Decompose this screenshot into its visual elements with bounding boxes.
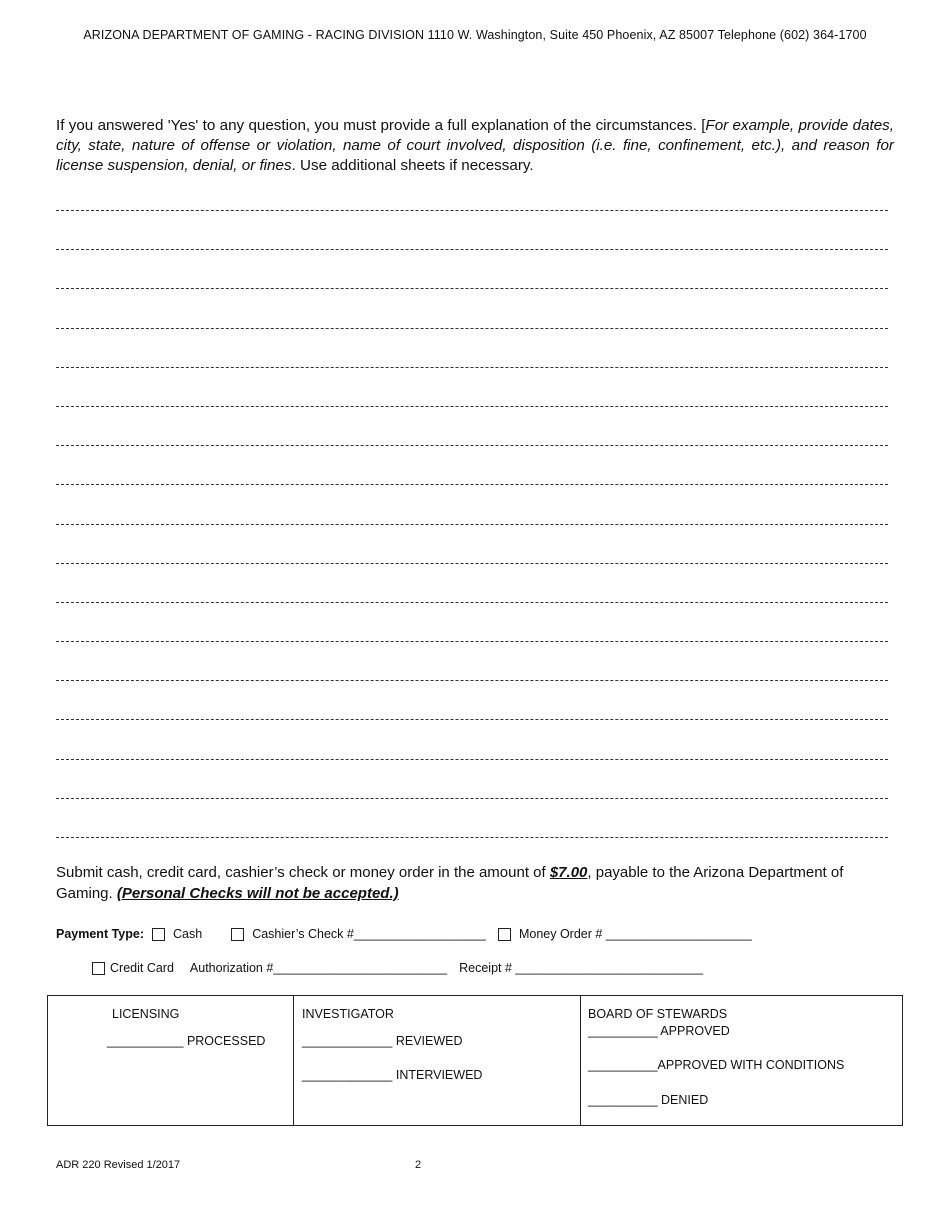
office-use-table [47, 995, 903, 1126]
answer-line[interactable] [56, 288, 888, 289]
instructions-example: For example, provide dates, city, state, nature of offense or violation, name of court involved, disposition (i.e. fine, confinement, etc.), and reason for license suspension, denial, or fines [56, 117, 894, 174]
credit-card-label: Credit Card [110, 961, 174, 975]
answer-line[interactable] [56, 837, 888, 838]
licensing-title: LICENSING [112, 1007, 180, 1021]
authorization-field[interactable]: Authorization #_________________________ [189, 961, 448, 975]
cash-checkbox[interactable] [152, 928, 165, 941]
payment-notice [56, 862, 896, 904]
answer-line[interactable] [56, 602, 888, 603]
reviewed-field[interactable]: _____________ REVIEWED [302, 1034, 463, 1048]
payment-type-row [56, 927, 752, 941]
answer-line[interactable] [56, 641, 888, 642]
processed-field[interactable]: ___________ PROCESSED [107, 1034, 266, 1048]
answer-line[interactable] [56, 759, 888, 760]
payment-notice-payee: , payable to the Arizona Department of Gaming. [56, 864, 844, 902]
agency-header: ARIZONA DEPARTMENT OF GAMING - RACING DIVISION 1110 W. Washington, Suite 450 Phoenix, AZ 85007 Telephone (602) 364-1700 [83, 28, 867, 42]
answer-line[interactable] [56, 445, 888, 446]
instructions-lead: If you answered 'Yes' to any question, you must provide a full explanation of the circumstances. [ [56, 117, 706, 134]
investigator-title: INVESTIGATOR [302, 1007, 394, 1021]
investigator-cell [294, 996, 581, 1125]
answer-line[interactable] [56, 524, 888, 525]
denied-field[interactable]: __________ DENIED [588, 1093, 709, 1107]
stewards-title: BOARD OF STEWARDS [588, 1007, 728, 1021]
form-revision: ADR 220 Revised 1/2017 [56, 1159, 181, 1171]
interviewed-field[interactable]: _____________ INTERVIEWED [302, 1068, 483, 1082]
payment-type-label: Payment Type: [56, 927, 144, 941]
approved-field[interactable]: __________ APPROVED [588, 1024, 730, 1038]
cashiers-check-checkbox[interactable] [231, 928, 244, 941]
fee-amount: $7.00 [549, 864, 588, 881]
money-order-field[interactable]: Money Order # _____________________ [518, 927, 752, 941]
receipt-field[interactable]: Receipt # ___________________________ [459, 961, 704, 975]
explanation-instructions [56, 116, 894, 176]
answer-line[interactable] [56, 210, 888, 211]
credit-card-row [92, 961, 703, 975]
cash-label: Cash [173, 927, 203, 941]
answer-line[interactable] [56, 406, 888, 407]
instructions-tail: . Use additional sheets if necessary. [291, 157, 534, 174]
cashiers-check-field[interactable]: Cashier’s Check #___________________ [252, 927, 486, 941]
payment-notice-text: Submit cash, credit card, cashier’s check or money order in the amount of [56, 864, 550, 881]
answer-line[interactable] [56, 328, 888, 329]
stewards-cell [581, 996, 902, 1125]
personal-checks-warning: (Personal Checks will not be accepted.) [116, 885, 399, 902]
answer-line[interactable] [56, 367, 888, 368]
explanation-answer-lines[interactable] [56, 210, 888, 876]
answer-line[interactable] [56, 719, 888, 720]
page-number: 2 [415, 1159, 422, 1171]
answer-line[interactable] [56, 484, 888, 485]
licensing-cell [48, 996, 294, 1125]
answer-line[interactable] [56, 680, 888, 681]
approved-with-conditions-field[interactable]: __________APPROVED WITH CONDITIONS [588, 1058, 845, 1072]
money-order-checkbox[interactable] [498, 928, 511, 941]
answer-line[interactable] [56, 249, 888, 250]
answer-line[interactable] [56, 798, 888, 799]
credit-card-checkbox[interactable] [92, 962, 105, 975]
answer-line[interactable] [56, 563, 888, 564]
